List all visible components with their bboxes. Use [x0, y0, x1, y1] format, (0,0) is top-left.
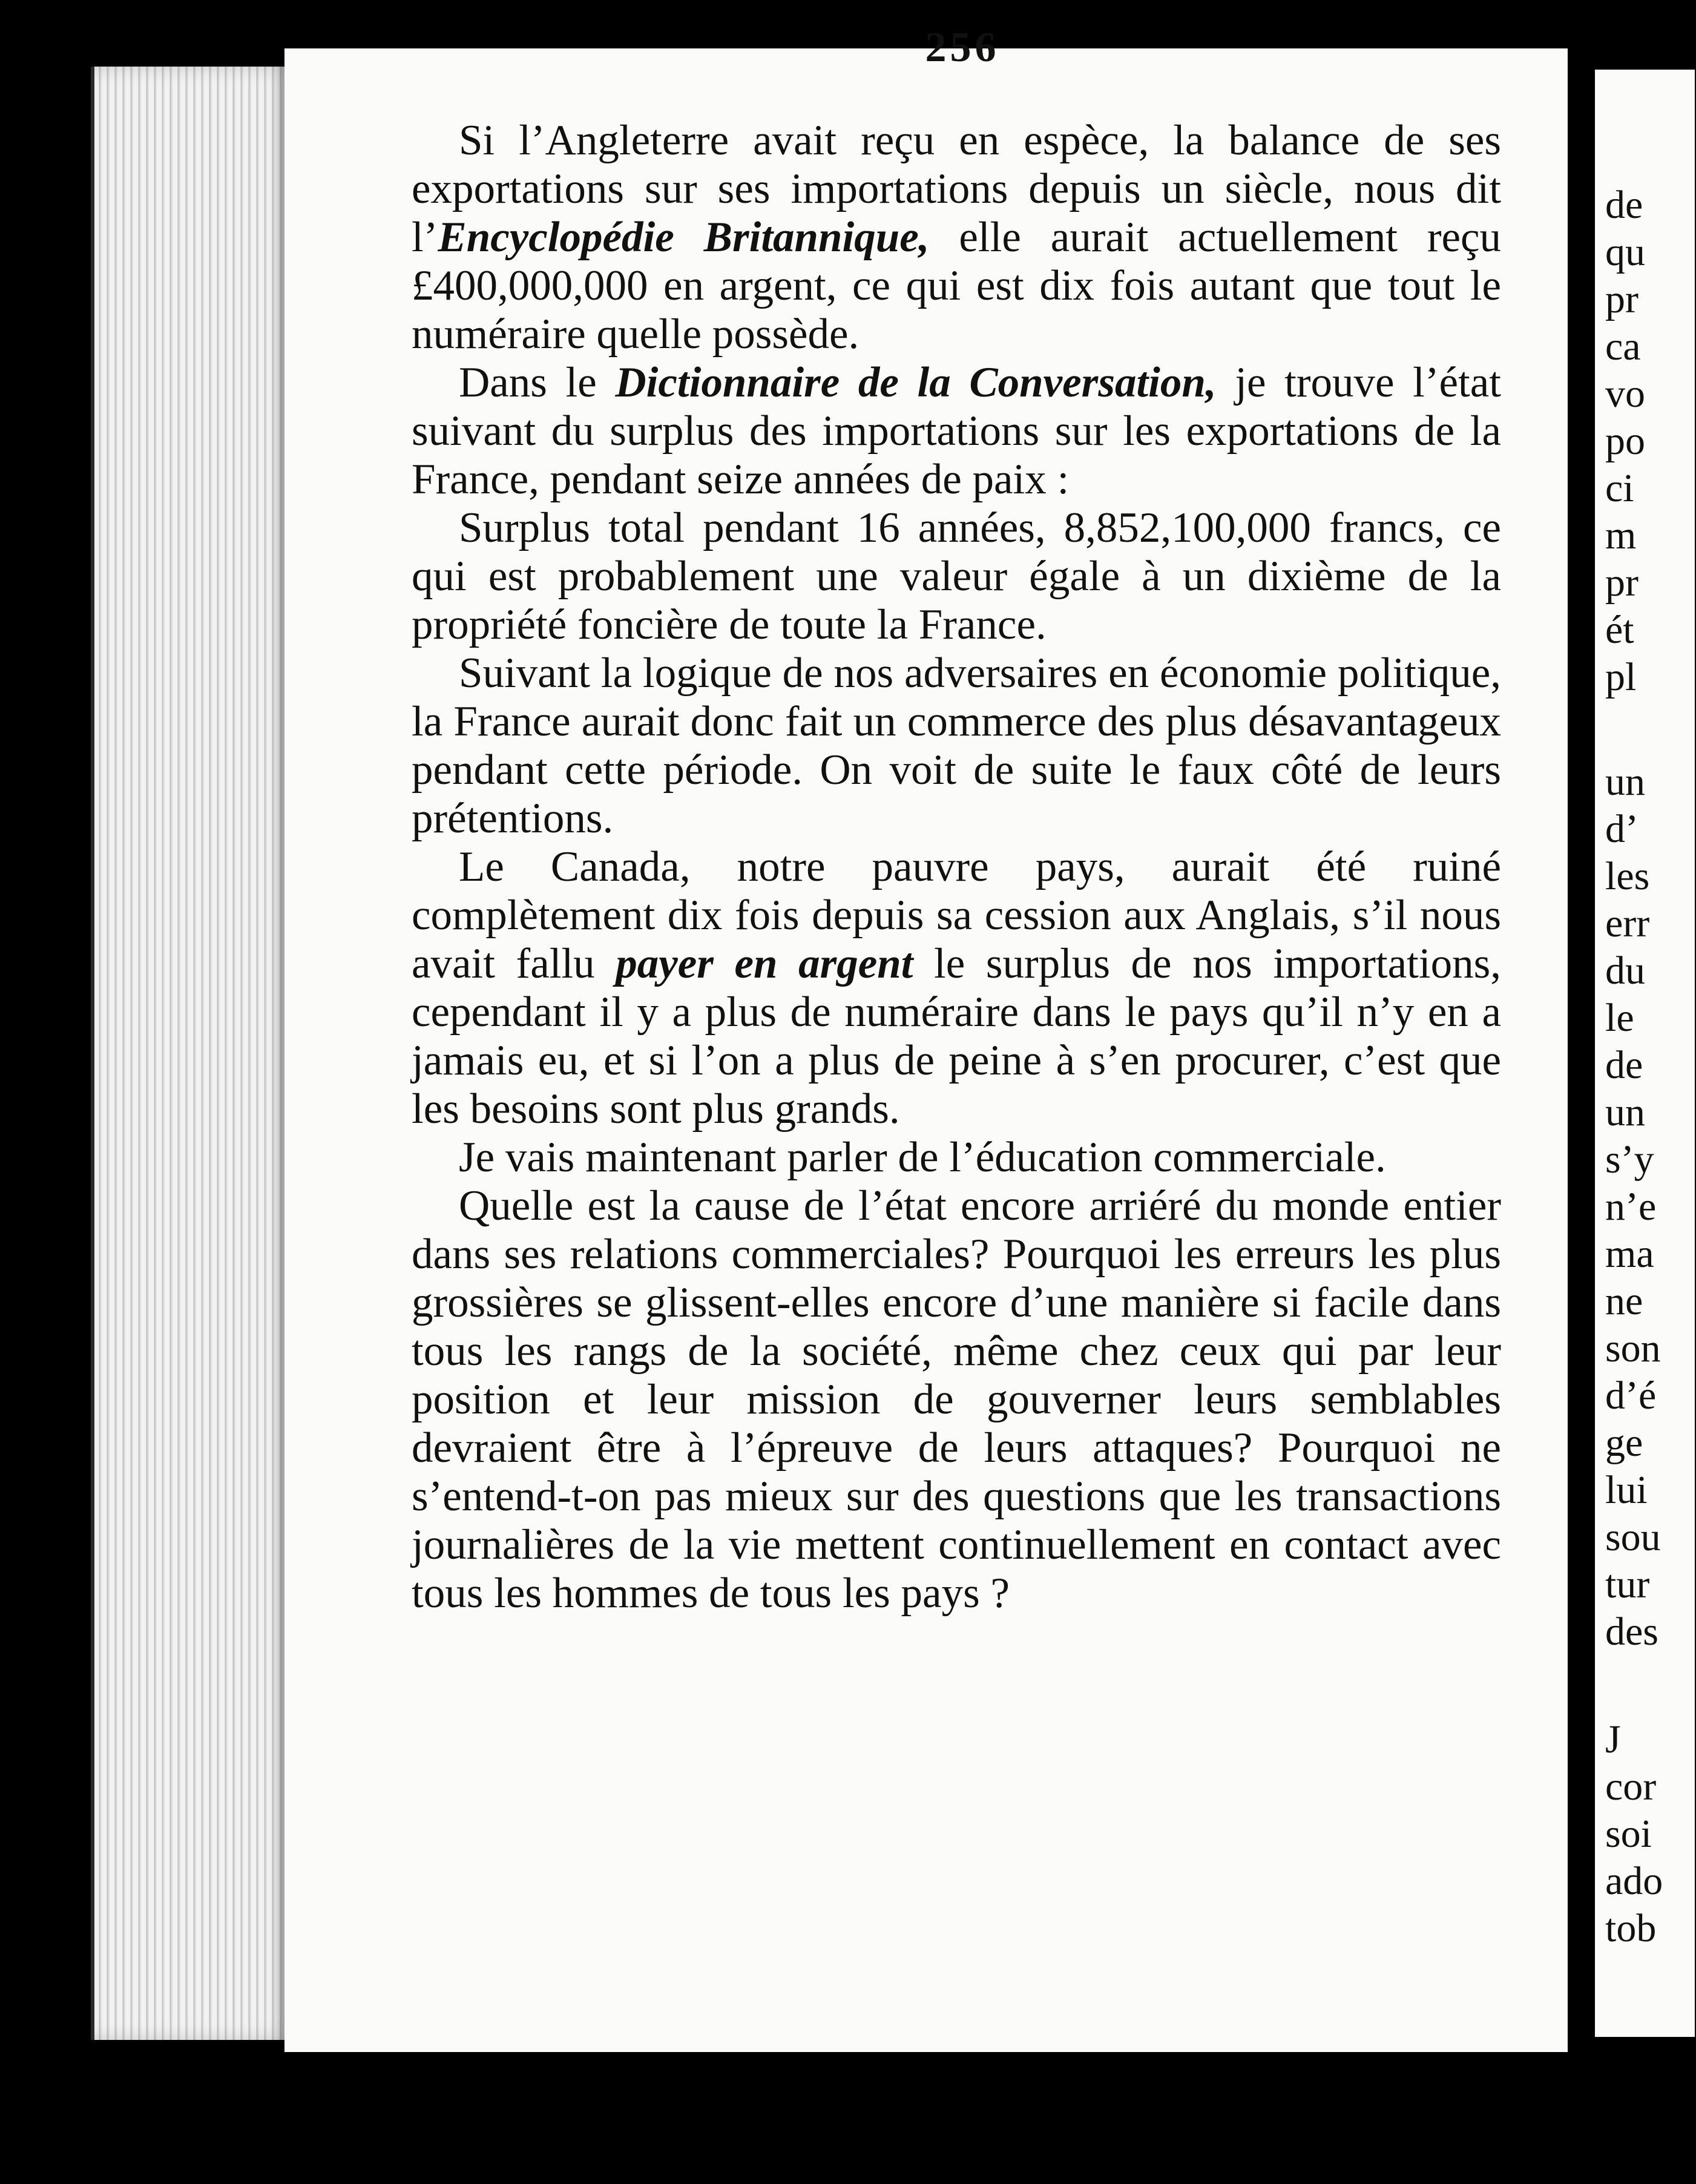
facing-page-line: ca [1605, 324, 1641, 369]
paragraph [412, 358, 1501, 504]
facing-page-line: son [1605, 1326, 1661, 1370]
paragraph [412, 1133, 1501, 1182]
italic-text: Encyclopédie Britannique, [438, 214, 930, 261]
text-run: elle aurait actuellement reçu £400,000,000 en argent, ce qui est dix fois autant que tout le numéraire quelle possède. [412, 214, 1502, 358]
paragraph [412, 1182, 1501, 1617]
facing-page-line: tob [1605, 1906, 1657, 1950]
facing-page-line: err [1605, 901, 1650, 946]
facing-page-line: ne [1605, 1279, 1643, 1323]
facing-page-line: de [1605, 183, 1643, 227]
italic-text: Dictionnaire de la Conversation, [615, 359, 1217, 406]
facing-page-line: ma [1605, 1232, 1654, 1276]
facing-page-line: ado [1605, 1859, 1663, 1903]
text-run: je trouve l’état suivant du surplus des importations sur les exportations de la France, pendant seize années de paix : [412, 359, 1501, 503]
facing-page-line: n’e [1605, 1185, 1657, 1229]
text-run: Dans le [459, 359, 616, 406]
facing-page-line: le [1605, 996, 1634, 1040]
facing-page-line: po [1605, 419, 1645, 463]
facing-page-line: J [1605, 1717, 1621, 1761]
text-run: le surplus de nos importations, cependant il y a plus de numéraire dans le pays qu’il n’y en a jamais eu, et si l’on a plus de peine à s’en procurer, c’est que les besoins sont plus grands. [412, 940, 1501, 1133]
facing-page-line: pr [1605, 277, 1638, 321]
page-stack-edges [91, 67, 294, 2040]
text-run: Le Canada, notre pauvre pays, aurait été ruiné complètement dix fois depuis sa cession aux Anglais, s’il nous avait fallu [412, 843, 1501, 987]
facing-page-line: qu [1605, 230, 1645, 274]
facing-page-line: soi [1605, 1812, 1652, 1856]
facing-page-line: un [1605, 760, 1645, 804]
text-run: Je vais maintenant parler de l’éducation commerciale. [459, 1134, 1386, 1181]
facing-page-line: d’ [1605, 807, 1638, 851]
facing-page-text [1605, 182, 1696, 1952]
facing-page-line: cor [1605, 1765, 1657, 1809]
facing-page-line: pl [1605, 655, 1637, 699]
facing-page-line: tur [1605, 1562, 1650, 1607]
paragraph [412, 504, 1501, 649]
facing-page-line: d’é [1605, 1373, 1657, 1418]
facing-page-line: s’y [1605, 1137, 1654, 1182]
text-run: Surplus total pendant 16 années, 8,852,100,000 francs, ce qui est probablement une valeur égale à un dixième de la propriété foncière de toute la France. [412, 504, 1501, 648]
italic-text: payer en argent [616, 940, 913, 987]
facing-page-line: vo [1605, 372, 1645, 416]
facing-page-line: les [1605, 854, 1650, 898]
facing-page-line: ge [1605, 1421, 1643, 1465]
facing-page-line: un [1605, 1090, 1645, 1134]
text-run: Quelle est la cause de l’état encore arriéré du monde entier dans ses relations commerciales? Pourquoi les erreurs les plus grossières se glissent-elles encore d’une manière si facile dans tous les rangs de la société, même chez ceux qui par leur position et leur mission de gouverner leurs semblables devraient être à l’épreuve de leurs attaques? Pourquoi ne s’entend-t-on pas mieux sur des questions que les transactions journalières de la vie mettent continuellement en contact avec tous les hommes de tous les pays ? [412, 1182, 1501, 1617]
facing-page-line: sou [1605, 1515, 1661, 1559]
paragraph [412, 649, 1501, 843]
text-run: Si l’Angleterre avait reçu en espèce, la balance de ses exportations sur ses importations depuis un siècle, nous dit l’ [412, 117, 1501, 261]
paragraph [412, 843, 1501, 1133]
facing-page-line: lui [1605, 1468, 1648, 1512]
facing-page-line: de [1605, 1043, 1643, 1087]
body-text [412, 116, 1501, 1617]
text-run: Suivant la logique de nos adversaires en économie politique, la France aurait donc fait un commerce des plus désavantageux pendant cette période. On voit de suite le faux côté de leurs prétentions. [412, 650, 1501, 842]
facing-page-line: ét [1605, 608, 1634, 652]
book-gutter [1568, 0, 1595, 2184]
facing-page-line: du [1605, 949, 1645, 993]
facing-page-line: des [1605, 1610, 1658, 1654]
page-number-text: 256 [925, 24, 1000, 71]
facing-page-line: ci [1605, 466, 1634, 510]
paragraph [412, 116, 1501, 358]
facing-page-line: pr [1605, 561, 1638, 605]
facing-page-line: m [1605, 513, 1637, 558]
page-number [841, 24, 1083, 87]
